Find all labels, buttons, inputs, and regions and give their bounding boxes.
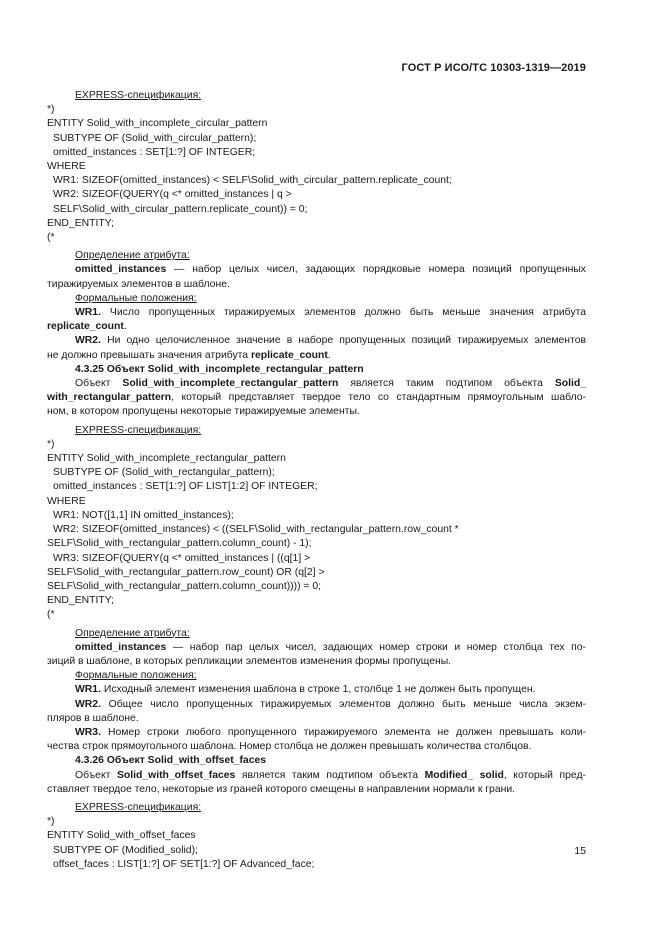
code-line: SELF\Solid_with_rectangular_pattern.row_count) OR (q[2] >: [47, 566, 325, 578]
code-line: SUBTYPE OF (Solid_with_rectangular_pattern);: [53, 467, 275, 479]
code-line: WR3: SIZEOF(QUERY(q <* omitted_instances | ((q[1] >: [53, 552, 311, 564]
code-line: SELF\Solid_with_rectangular_pattern.column_count)))) = 0;: [47, 580, 322, 592]
formal-propositions-label: Формальные положения:: [75, 292, 197, 304]
rule-wr1: WR1. Исходный элемент изменения шаблона в строке 1, столбце 1 не должен быть пропущен.: [75, 684, 536, 696]
code-line: SUBTYPE OF (Modified_solid);: [53, 844, 198, 856]
code-line: ENTITY Solid_with_incomplete_circular_pattern: [47, 118, 268, 130]
rule-wr1: WR1. Число пропущенных тиражируемых элементов должно быть меньше значения атрибута: [75, 307, 586, 319]
express-code-block: [47, 815, 586, 872]
attribute-definition-text: omitted_instances — набор целых чисел, задающих порядковые номера позиций пропущенных: [75, 264, 586, 276]
attribute-definition-text: тиражируемых элементов в шаблоне.: [47, 278, 230, 290]
rule-wr2: WR2. Ни одно целочисленное значение в наборе пропущенных позиций тиражируемых элементов: [75, 335, 586, 347]
code-line: *): [47, 438, 55, 450]
express-code-block: [47, 103, 586, 245]
code-line: offset_faces : LIST[1:?] OF SET[1:?] OF Advanced_face;: [53, 858, 315, 870]
code-line: ENTITY Solid_with_offset_faces: [47, 830, 196, 842]
section-heading: 4.3.25 Объект Solid_with_incomplete_rectangular_pattern: [75, 363, 364, 375]
code-line: omitted_instances : SET[1:?] OF LIST[1:2] OF INTEGER;: [53, 481, 318, 493]
page-content: [47, 89, 586, 872]
express-spec-label: EXPRESS-спецификация:: [75, 424, 202, 436]
rule-wr2: WR2. Общее число пропущенных тиражируемых элементов должно быть меньше числа экзем-: [75, 698, 586, 710]
section-intro: Объект Solid_with_incomplete_rectangular_pattern является таким подтипом объекта Solid_: [75, 378, 587, 390]
code-line: SELF\Solid_with_rectangular_pattern.column_count) - 1);: [47, 538, 312, 550]
code-line: SUBTYPE OF (Solid_with_circular_pattern);: [53, 132, 257, 144]
code-line: WHERE: [47, 161, 86, 173]
section-intro: ставляет твердое тело, некоторые из граней которого смещены в направлении нормали к грани.: [47, 783, 516, 795]
rule-wr3: WR3. Номер строки любого пропущенного тиражируемого элемента не должен превышать коли-: [75, 726, 586, 738]
attribute-definition-label: Определение атрибута:: [75, 627, 190, 639]
rule-wr2-cont: не должно превышать значения атрибута replicate_count.: [47, 349, 331, 361]
attribute-name: omitted_instances: [75, 264, 167, 276]
code-line: *): [47, 816, 55, 828]
rule-wr3-cont: чества строк прямоугольного шаблона. Номер столбца не должен превышать количества столбцов.: [47, 741, 532, 753]
rule-wr2-cont: пляров в шаблоне.: [47, 712, 139, 724]
attribute-definition-label: Определение атрибута:: [75, 250, 190, 262]
section-intro: Объект Solid_with_offset_faces является таким подтипом объекта Modified_ solid, который пред-: [75, 769, 587, 781]
code-line: ENTITY Solid_with_incomplete_rectangular_pattern: [47, 453, 286, 465]
document-header: ГОСТ Р ИСО/ТС 10303-1319—2019: [401, 62, 586, 74]
code-line: WR2: SIZEOF(QUERY(q <* omitted_instances | q >: [53, 189, 292, 201]
code-line: (*: [47, 609, 55, 621]
attribute-definition-text: omitted_instances — набор пар целых чисел, задающих номер строки и номер столбца тех по-: [75, 641, 586, 653]
code-line: WHERE: [47, 495, 86, 507]
code-line: SELF\Solid_with_circular_pattern.replicate_count)) = 0;: [53, 203, 308, 215]
code-line: WR1: SIZEOF(omitted_instances) < SELF\Solid_with_circular_pattern.replicate_count;: [53, 175, 452, 187]
section-intro: with_rectangular_pattern, который представляет твердое тело со стандартным прямоугольным шабло-: [47, 392, 586, 404]
code-line: WR1: NOT([1,1] IN omitted_instances);: [53, 509, 234, 521]
formal-propositions-label: Формальные положения:: [75, 670, 197, 682]
page-number: 15: [574, 845, 586, 857]
attribute-name: omitted_instances: [75, 641, 167, 653]
rule-wr1-cont: replicate_count.: [47, 321, 127, 333]
attribute-definition-text: зиций в шаблоне, в которых репликации элементов изменения формы пропущены.: [47, 655, 452, 667]
code-line: END_ENTITY;: [47, 217, 114, 229]
code-line: (*: [47, 232, 55, 244]
code-line: *): [47, 104, 55, 116]
section-intro: ном, в котором пропущены некоторые тиражируемые элементы.: [47, 406, 360, 418]
express-spec-label: EXPRESS-спецификация:: [75, 801, 202, 813]
express-code-block: [47, 438, 586, 623]
section-heading: 4.3.26 Объект Solid_with_offset_faces: [75, 755, 267, 767]
express-spec-label: EXPRESS-спецификация:: [75, 90, 202, 101]
code-line: END_ENTITY;: [47, 595, 114, 607]
code-line: omitted_instances : SET[1:?] OF INTEGER;: [53, 146, 256, 158]
code-line: WR2: SIZEOF(omitted_instances) < ((SELF\Solid_with_rectangular_pattern.row_count *: [53, 524, 459, 536]
